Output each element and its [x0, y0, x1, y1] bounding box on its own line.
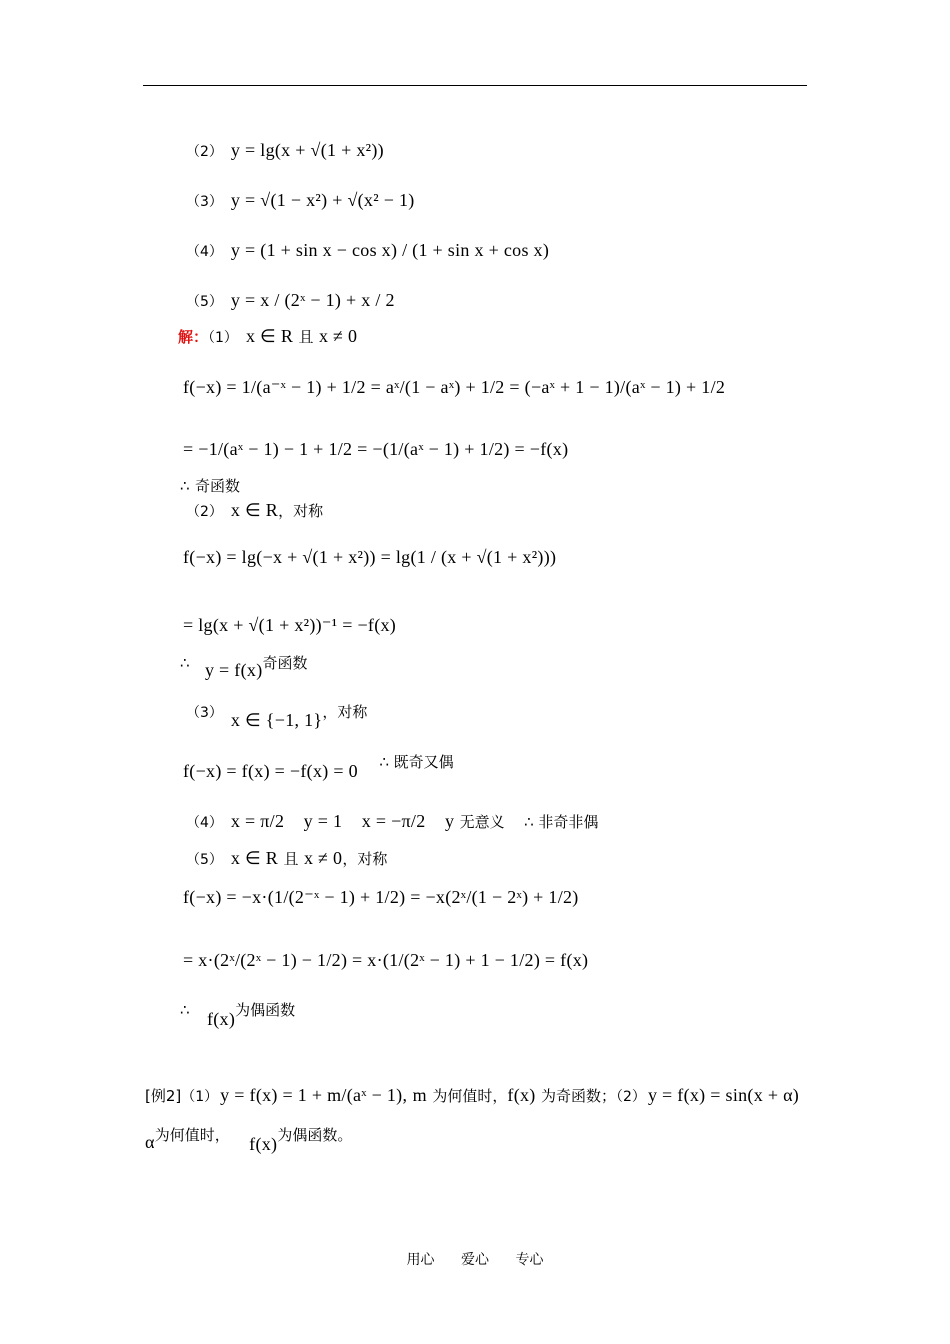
formula: y = lg(x + √(1 + x²))	[230, 140, 384, 160]
equation: f(−x) = lg(−x + √(1 + x²)) = lg(1 / (x + √(1 + x²)))	[183, 547, 557, 567]
problem-label: （2）	[186, 144, 223, 160]
conclusion: 为偶函数	[235, 1001, 296, 1019]
part-label: （2）	[616, 1089, 646, 1105]
solution-1-conclusion	[180, 476, 240, 496]
problem-3	[186, 190, 415, 212]
example-tag: [例2]	[145, 1087, 182, 1105]
function-name: f(x)	[206, 1009, 236, 1029]
example-2-line-2	[145, 1124, 353, 1154]
solution-5-step-1	[183, 887, 579, 908]
part-label: （5）	[186, 852, 223, 868]
problem-5	[186, 290, 395, 312]
comma: ,	[402, 1085, 408, 1105]
part-label: （4）	[186, 815, 223, 831]
question-text: 为偶函数。	[277, 1126, 353, 1144]
function-name: f(x)	[507, 1085, 536, 1105]
conclusion: ∴ 既奇又偶	[379, 753, 454, 771]
equation: f(−x) = f(x) = −f(x) = 0	[183, 761, 358, 781]
formula: y = x / (2ˣ − 1) + x / 2	[230, 290, 395, 310]
domain: x ∈ R	[230, 500, 279, 520]
part-label: （1）	[208, 330, 238, 346]
part-label: （1）	[181, 1089, 219, 1105]
therefore-symbol: ∴	[180, 477, 190, 495]
formula: y = f(x) = sin(x + α)	[647, 1085, 800, 1105]
solution-3-header	[186, 701, 368, 730]
equation: f(−x) = −x·(1/(2⁻ˣ − 1) + 1/2) = −x(2ˣ/(1 − 2ˣ) + 1/2)	[183, 887, 579, 907]
header-rule	[143, 85, 807, 86]
domain-note: ，对称	[342, 850, 388, 868]
and-word: 且	[283, 850, 299, 868]
solution-5-conclusion	[180, 999, 296, 1029]
solution-2-header	[186, 500, 323, 522]
question-text: 为何值时，	[432, 1087, 508, 1105]
equation: = lg(x + √(1 + x²))⁻¹ = −f(x)	[183, 615, 397, 635]
solution-4	[186, 811, 598, 833]
case-d: y	[444, 811, 455, 831]
solution-1-step-1	[183, 377, 725, 398]
domain-condition: x ≠ 0	[318, 326, 358, 346]
case-a: x = π/2	[230, 811, 285, 831]
solution-title: 解：	[178, 328, 209, 346]
problem-label: （3）	[186, 194, 223, 210]
domain: x ∈ R	[230, 848, 279, 868]
domain-note: ，对称	[278, 502, 324, 520]
domain: x ∈ {−1, 1}	[230, 710, 323, 730]
page-footer: 用心 爱心 专心	[406, 1252, 544, 1268]
and-word: 且	[298, 328, 314, 346]
example-2-line-1	[145, 1085, 799, 1107]
conclusion: 奇函数	[262, 654, 308, 672]
question-text: 为何值时，	[154, 1126, 230, 1144]
solution-2-step-1	[183, 547, 556, 568]
conclusion: 奇函数	[194, 477, 240, 495]
domain-note: ，对称	[322, 703, 368, 721]
solution-3-step-1	[183, 753, 454, 782]
equation: = x·(2ˣ/(2ˣ − 1) − 1/2) = x·(1/(2ˣ − 1) + 1 − 1/2) = f(x)	[183, 950, 589, 970]
therefore-symbol: ∴	[180, 654, 190, 672]
therefore-symbol: ∴	[180, 1001, 190, 1019]
function-name: y = f(x)	[204, 660, 263, 680]
problem-2	[186, 140, 384, 162]
part-label: （2）	[186, 504, 223, 520]
formula: y = f(x) = 1 + m/(aˣ − 1)	[220, 1085, 403, 1105]
part-label: （3）	[186, 705, 223, 721]
solution-2-conclusion	[180, 652, 308, 680]
solution-1-header	[178, 326, 357, 348]
problem-label: （5）	[186, 294, 223, 310]
case-b: y = 1	[303, 811, 343, 831]
conclusion: ∴ 非奇非偶	[524, 813, 599, 831]
function-name: f(x)	[249, 1134, 278, 1154]
problem-label: （4）	[186, 244, 223, 260]
domain: x ∈ R	[245, 326, 294, 346]
parameter-m: m	[412, 1085, 427, 1105]
question-text: 为奇函数；	[541, 1087, 617, 1105]
problem-4	[186, 240, 549, 262]
equation: f(−x) = 1/(a⁻ˣ − 1) + 1/2 = aˣ/(1 − aˣ) + 1/2 = (−aˣ + 1 − 1)/(aˣ − 1) + 1/2	[183, 377, 726, 397]
solution-2-step-2	[183, 615, 396, 636]
solution-5-step-2	[183, 950, 588, 971]
domain-condition: x ≠ 0	[303, 848, 343, 868]
case-d-note: 无意义	[459, 813, 505, 831]
solution-5-header	[186, 848, 387, 870]
equation: = −1/(aˣ − 1) − 1 + 1/2 = −(1/(aˣ − 1) + 1/2) = −f(x)	[183, 439, 569, 459]
solution-1-step-2	[183, 439, 568, 460]
parameter-alpha: α	[145, 1132, 155, 1152]
formula: y = (1 + sin x − cos x) / (1 + sin x + cos x)	[230, 240, 550, 260]
case-c: x = −π/2	[361, 811, 426, 831]
formula: y = √(1 − x²) + √(x² − 1)	[230, 190, 415, 210]
